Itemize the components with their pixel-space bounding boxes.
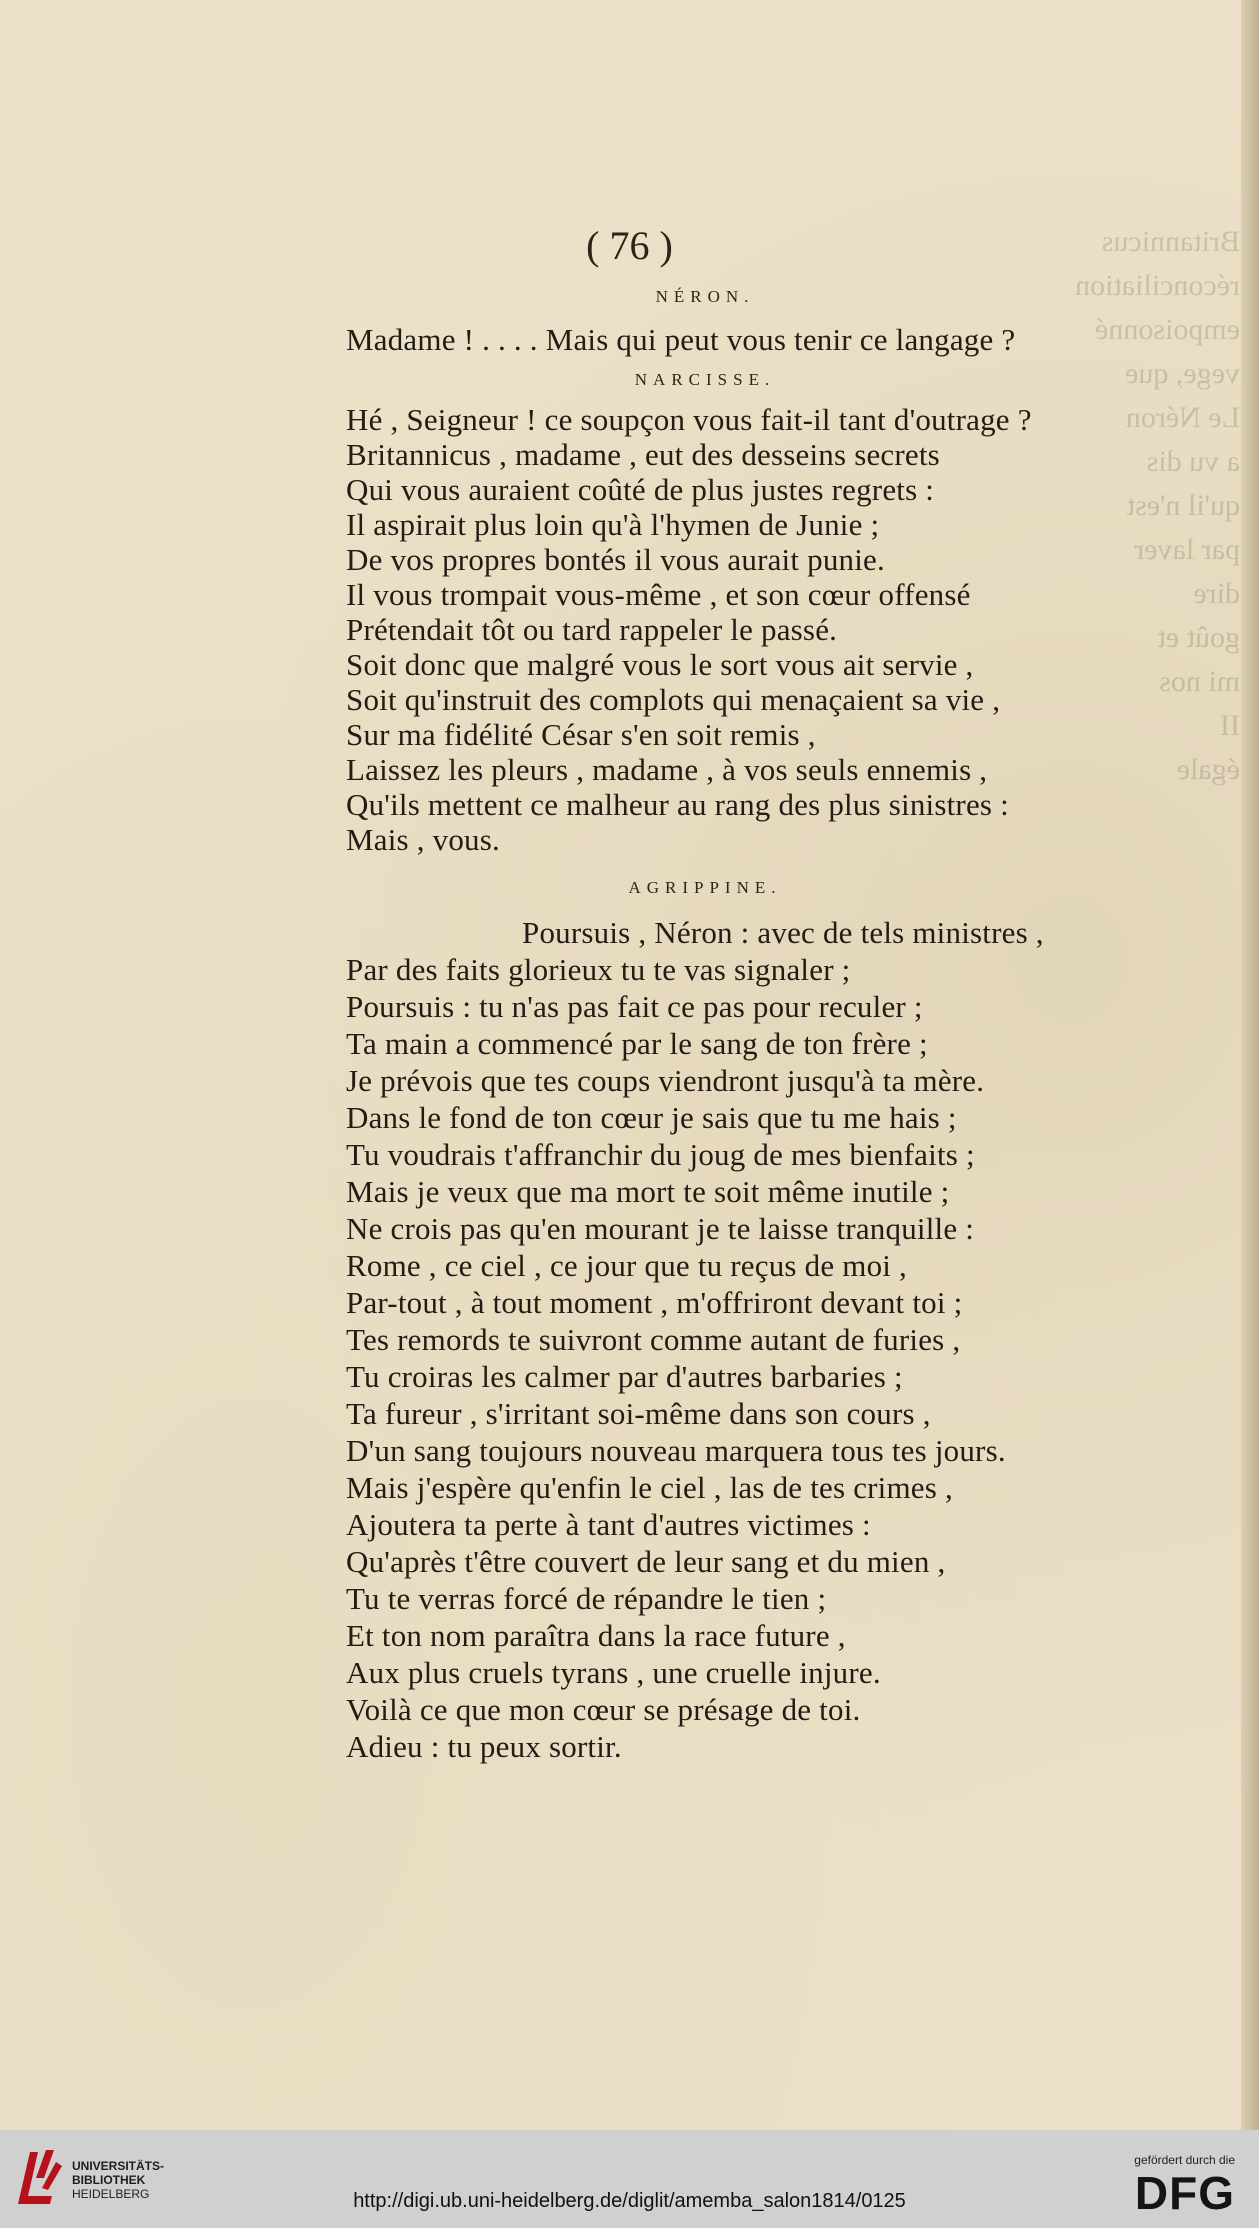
- verse-line-13: Qu'ils mettent ce malheur au rang des plus sinistres :: [346, 787, 1009, 822]
- verse-line-32: Qu'après t'être couvert de leur sang et du mien ,: [346, 1544, 946, 1579]
- verse-line-9: Soit donc que malgré vous le sort vous ait servie ,: [346, 647, 974, 682]
- verse-line-33: Tu te verras forcé de répandre le tien ;: [346, 1581, 827, 1616]
- verse-line-24: Rome , ce ciel , ce jour que tu reçus de moi ,: [346, 1248, 907, 1283]
- verse-line-20: Dans le fond de ton cœur je sais que tu me hais ;: [346, 1100, 957, 1135]
- page-edge-shadow: [1241, 0, 1259, 2130]
- speaker-narcisse: NARCISSE.: [634, 370, 776, 389]
- dfg-logo[interactable]: DFG: [1134, 2167, 1235, 2219]
- funded-by-label: gefördert durch die: [1134, 2153, 1235, 2167]
- speaker-agrippine: AGRIPPINE.: [628, 878, 782, 897]
- verse-line-10: Soit qu'instruit des complots qui menaçaient sa vie ,: [346, 682, 1001, 717]
- page-number: ( 76 ): [586, 223, 673, 268]
- verse-line-25: Par-tout , à tout moment , m'offriront devant toi ;: [346, 1285, 963, 1320]
- speaker-neron: NÉRON.: [655, 287, 755, 306]
- verse-line-34: Et ton nom paraîtra dans la race future ,: [346, 1618, 846, 1653]
- verse-line-7: Il vous trompait vous-même , et son cœur offensé: [346, 577, 971, 612]
- verse-line-1: Madame ! . . . . Mais qui peut vous tenir ce langage ?: [346, 322, 1016, 357]
- verse-line-22: Mais je veux que ma mort te soit même inutile ;: [346, 1174, 950, 1209]
- verse-line-37: Adieu : tu peux sortir.: [346, 1729, 622, 1764]
- verse-line-21: Tu voudrais t'affranchir du joug de mes bienfaits ;: [346, 1137, 975, 1172]
- verse-line-8: Prétendait tôt ou tard rappeler le passé.: [346, 612, 838, 647]
- verse-line-16: Par des faits glorieux tu te vas signaler ;: [346, 952, 851, 987]
- verse-line-27: Tu croiras les calmer par d'autres barbaries ;: [346, 1359, 903, 1394]
- verse-line-11: Sur ma fidélité César s'en soit remis ,: [346, 717, 816, 752]
- verse-line-19: Je prévois que tes coups viendront jusqu'à ta mère.: [346, 1063, 985, 1098]
- verse-line-29: D'un sang toujours nouveau marquera tous tes jours.: [346, 1433, 1006, 1468]
- verse-line-15: Poursuis , Néron : avec de tels ministres ,: [522, 915, 1044, 950]
- verse-line-35: Aux plus cruels tyrans , une cruelle injure.: [346, 1655, 881, 1690]
- verse-line-14: Mais , vous.: [346, 822, 500, 857]
- show-through-text: Britannicus réconciliation empoisonné vege, que Le Néron a vu dis qu'il n'est par laver dire goût et mi nos II égale: [1075, 225, 1240, 786]
- verse-line-36: Voilà ce que mon cœur se présage de toi.: [346, 1692, 861, 1727]
- verse-line-4: Qui vous auraient coûté de plus justes regrets :: [346, 472, 935, 507]
- verse-line-31: Ajoutera ta perte à tant d'autres victimes :: [346, 1507, 871, 1542]
- verse-line-26: Tes remords te suivront comme autant de furies ,: [346, 1322, 961, 1357]
- verse-line-3: Britannicus , madame , eut des desseins secrets: [346, 437, 940, 472]
- verse-line-28: Ta fureur , s'irritant soi-même dans son cours ,: [346, 1396, 931, 1431]
- verse-line-12: Laissez les pleurs , madame , à vos seuls ennemis ,: [346, 752, 988, 787]
- source-url-link[interactable]: http://digi.ub.uni-heidelberg.de/diglit/amemba_salon1814/0125: [353, 2190, 906, 2212]
- library-name-line-3: HEIDELBERG: [72, 2187, 150, 2201]
- verse-line-17: Poursuis : tu n'as pas fait ce pas pour reculer ;: [346, 989, 923, 1024]
- verse-line-18: Ta main a commencé par le sang de ton frère ;: [346, 1026, 928, 1061]
- verse-line-2: Hé , Seigneur ! ce soupçon vous fait-il tant d'outrage ?: [346, 402, 1032, 437]
- verse-line-6: De vos propres bontés il vous aurait punie.: [346, 542, 885, 577]
- verse-line-23: Ne crois pas qu'en mourant je te laisse tranquille :: [346, 1211, 975, 1246]
- library-name-line-2: BIBLIOTHEK: [72, 2173, 146, 2187]
- library-name-line-1: UNIVERSITÄTS-: [72, 2159, 165, 2173]
- viewer-footer: [0, 2130, 1259, 2228]
- verse-line-5: Il aspirait plus loin qu'à l'hymen de Junie ;: [346, 507, 880, 542]
- verse-line-30: Mais j'espère qu'enfin le ciel , las de tes crimes ,: [346, 1470, 953, 1505]
